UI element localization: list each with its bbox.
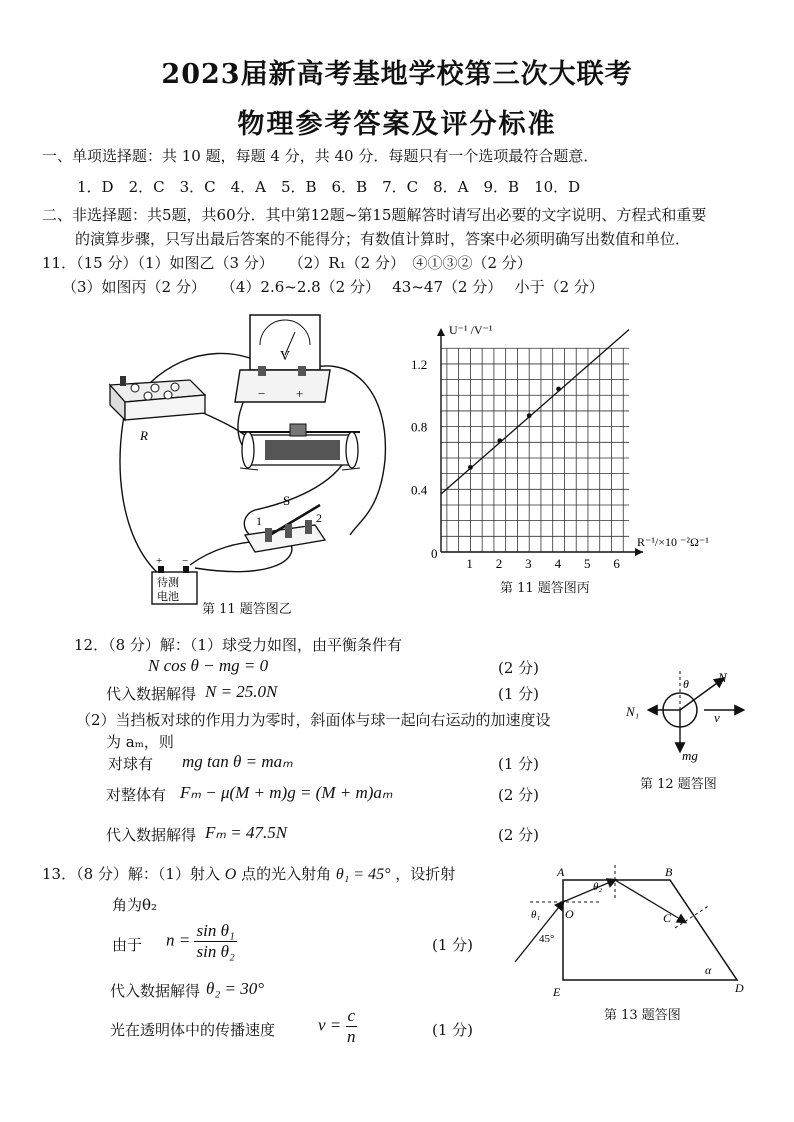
label-N: N: [718, 670, 727, 685]
page-subtitle: 物理参考答案及评分标准: [237, 109, 557, 140]
q12-sub1-score: (1 分): [498, 685, 540, 703]
resistance-box: [110, 376, 205, 420]
data-point: [468, 465, 473, 470]
q13-v-den: n: [347, 1027, 356, 1046]
normal-line-C: [675, 905, 710, 928]
label-S: S: [283, 493, 291, 508]
vertex-D: D: [735, 981, 744, 995]
q12-part2-line2: 为 aₘ，则: [106, 733, 174, 751]
label-2: 2: [316, 511, 322, 525]
q12-sub1-eq: N = 25.0N: [205, 682, 278, 701]
q13-v-num: c: [347, 1006, 356, 1025]
q13-n-lhs: n =: [166, 930, 191, 950]
refracted-ray: [563, 880, 615, 902]
y-axis-arrow: [437, 328, 445, 336]
q12-whole-label: 对整体有: [106, 786, 167, 804]
q12-ball-score: (1 分): [498, 755, 540, 773]
rheostat: [240, 424, 360, 470]
q12-sub2-eq: Fₘ = 47.5N: [205, 823, 288, 842]
q13-due-label: 由于: [112, 936, 143, 954]
chart-xlabel: R⁻¹/×10 ⁻²Ω⁻¹: [637, 535, 709, 549]
q13-line2: 角为θ₂: [112, 896, 158, 914]
circuit-figure: [100, 310, 400, 620]
q11-line2: （3）如图丙（2 分） （4）2.6~2.8（2 分） 43~47（2 分） 小于（2 分）: [62, 278, 604, 296]
q13-theta1-eq: θ₁ = 45°: [335, 866, 391, 883]
q13-n-score: (1 分): [432, 936, 474, 954]
label-1: 1: [256, 514, 262, 528]
q12-ball-eq: mg tan θ = maₘ: [182, 752, 293, 771]
section2-heading-line2: 的演算步骤，只写出最后答案的不能得分；有数值计算时，答案中必须明确写出数值和单位．: [75, 230, 691, 248]
q12-whole-eq: Fₘ − μ(M + m)g = (M + m)aₘ: [180, 783, 393, 802]
x-tick-label: 4: [554, 556, 562, 571]
q12-intro: 12．（8 分）解：（1）球受力如图，由平衡条件有: [74, 636, 402, 654]
q12-sub2-score: (2 分): [498, 826, 540, 844]
q13-n-den: sin θ₂: [196, 942, 235, 961]
q12-sub2-label: 代入数据解得: [106, 826, 197, 844]
angle-45: 45°: [539, 933, 555, 945]
angle-theta2: θ₂: [593, 881, 603, 893]
x-tick-label: 1: [466, 556, 473, 571]
battery-plus: +: [156, 555, 163, 567]
battery-label-2: 电池: [157, 591, 179, 603]
q12-eq1-score: (2 分): [498, 659, 540, 677]
force-diagram: [622, 660, 762, 770]
y-tick-label: 0.8: [411, 419, 428, 435]
y-tick-label: 1.2: [411, 356, 428, 372]
optics-figure: [505, 860, 765, 1000]
battery-label-1: 待测: [157, 577, 179, 589]
q13-v-lhs: v =: [318, 1015, 342, 1035]
q13-v-fraction: [346, 1006, 358, 1047]
x-tick-label: 2: [495, 556, 503, 571]
q13-n-num: sin θ₁: [196, 921, 235, 940]
q13-speed-label: 光在透明体中的传播速度: [110, 1021, 276, 1039]
data-point: [527, 413, 532, 418]
q13-line1-a: 13．（8 分）解：（1）射入: [42, 865, 220, 883]
q13-line1: [42, 864, 455, 885]
q13-v-score: (1 分): [432, 1021, 474, 1039]
q13-n-eq: [166, 921, 237, 962]
fig-bing-caption: 第 11 题答图丙: [500, 581, 590, 596]
vertex-B: B: [665, 865, 673, 879]
q13-v-eq: [318, 1006, 357, 1047]
point-O: O: [565, 907, 574, 921]
switch: [245, 505, 325, 552]
section1-answers: 1．D 2．C 3．C 4．A 5．B 6．B 7．C 8．A 9．B 10．D: [77, 178, 581, 196]
q11-line1: 11．（15 分）（1）如图乙（3 分） （2）R₁（2 分） ④①③②（2 分）: [42, 254, 532, 272]
angle-theta1: θ₁: [531, 909, 541, 921]
data-point: [497, 438, 502, 443]
q13-point-O: O: [224, 866, 237, 883]
voltmeter-label: V: [280, 349, 291, 364]
q13-line1-c: ，设折射: [395, 865, 456, 883]
data-point: [556, 387, 561, 392]
point-C: C: [663, 911, 672, 925]
angle-alpha: α: [705, 963, 712, 977]
q12-eq1: N cos θ − mg = 0: [148, 656, 269, 675]
label-N1: N₁: [626, 704, 640, 719]
x-tick-label: 5: [583, 556, 591, 571]
q12-part2-line1: （2）当挡板对球的作用力为零时，斜面体与球一起向右运动的加速度设: [76, 711, 551, 729]
label-R: R: [140, 428, 148, 443]
vertex-E: E: [553, 985, 561, 999]
vertex-A: A: [557, 865, 565, 879]
page-title: 2023届新高考基地学校第三次大联考: [161, 59, 633, 90]
q13-sub-eq: θ₂ = 30°: [206, 979, 265, 998]
x-tick-label: 3: [525, 556, 532, 571]
q13-line1-b: 点的光入射角: [241, 865, 332, 883]
chart-origin: 0: [431, 546, 438, 561]
voltmeter-minus: −: [258, 386, 266, 401]
section2-heading-line1: 二、非选择题：共5题，共60分．其中第12题~第15题解答时请写出必要的文字说明、方程式和重要: [42, 206, 707, 224]
q13-n-fraction: [194, 921, 236, 962]
x-tick-label: 6: [613, 556, 620, 571]
label-theta: θ: [683, 677, 689, 691]
q12-ball-label: 对球有: [108, 755, 154, 773]
voltmeter-plus: +: [296, 386, 304, 401]
chart-figure: [405, 320, 725, 575]
chart-ylabel: U⁻¹ /V⁻¹: [449, 323, 493, 337]
q12-sub1-label: 代入数据解得: [106, 685, 197, 703]
label-mg: mg: [682, 748, 698, 763]
fig-yi-caption: 第 11 题答图乙: [202, 602, 292, 617]
section1-heading: 一、单项选择题：共 10 题，每题 4 分，共 40 分．每题只有一个选项最符合题意．: [42, 147, 599, 165]
fig13-caption: 第 13 题答图: [604, 1008, 681, 1023]
q12-whole-score: (2 分): [498, 786, 540, 804]
q13-sub-label: 代入数据解得: [110, 982, 201, 1000]
x-axis-arrow: [635, 548, 643, 556]
fig12-caption: 第 12 题答图: [640, 777, 717, 792]
battery-minus: −: [182, 555, 189, 567]
y-tick-label: 0.4: [411, 482, 428, 498]
label-v: v: [714, 710, 720, 725]
